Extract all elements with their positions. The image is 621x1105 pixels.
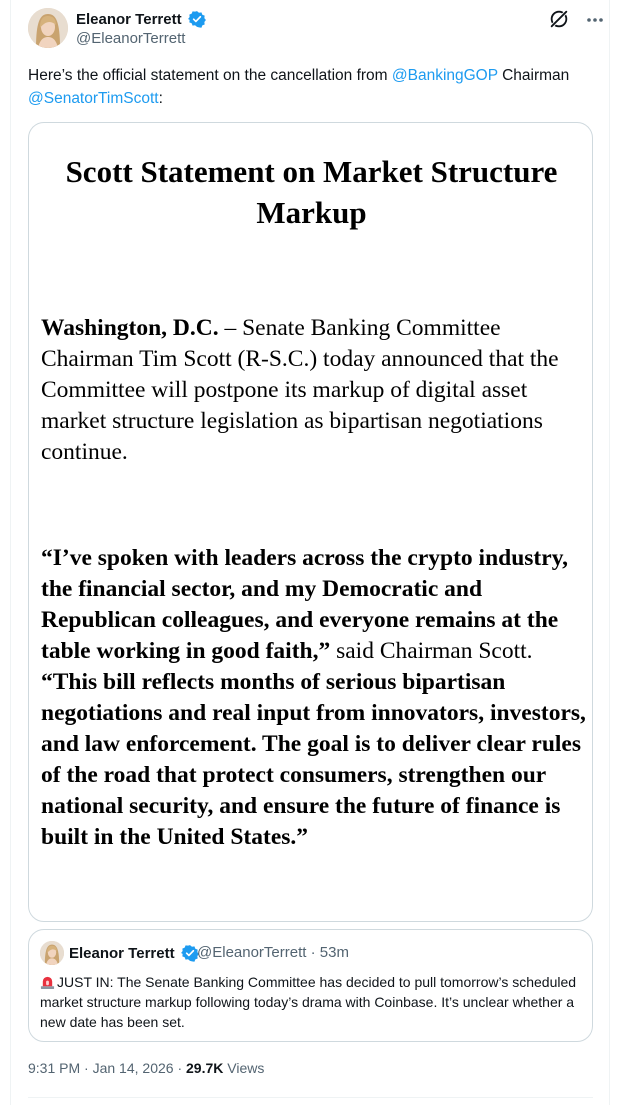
grok-icon[interactable]: [548, 8, 570, 30]
mention-link-senatortimscott[interactable]: @SenatorTimScott: [28, 90, 159, 107]
siren-icon: [40, 974, 55, 989]
statement-paragraph-2: “I’ve spoken with leaders across the crypto industry, the financial sector, and my Democratic and Republican colleagues, and everyone remains at the table working in good faith,” said Chairman Scott. “This bill reflects months of serious bipartisan negotiations and real input from innovators, investors, and law enforcement. The goal is to deliver clear rules of the road that protect consumers, strengthen our national security, and ensure the future of finance is built in the United States.”: [41, 545, 586, 850]
quoted-author-name: Eleanor Terrett: [69, 944, 199, 963]
author-handle[interactable]: @EleanorTerrett: [76, 30, 186, 47]
views-label: Views: [227, 1060, 265, 1076]
post-text: Here’s the official statement on the cancellation from @BankingGOP Chairman @SenatorTimScott:: [28, 67, 570, 107]
views-count: 29.7K: [186, 1060, 224, 1076]
quoted-author-avatar: [40, 941, 64, 965]
divider: [28, 1097, 593, 1098]
quoted-post[interactable]: [28, 929, 593, 1042]
quoted-post-text: JUST IN: The Senate Banking Committee has decided to pull tomorrow’s scheduled market structure markup following today’s drama with Coinbase. It’s unclear whether a new date has been set.: [40, 974, 577, 1030]
post-meta: 9:31 PM · Jan 14, 2026 · 29.7K Views: [28, 1060, 265, 1076]
author-avatar[interactable]: [28, 8, 68, 48]
author-name[interactable]: Eleanor Terrett: [76, 10, 206, 29]
quoted-author-meta: @EleanorTerrett · 53m: [197, 944, 349, 961]
more-icon[interactable]: [585, 10, 605, 30]
post-date[interactable]: Jan 14, 2026: [92, 1060, 174, 1076]
statement-title: Scott Statement on Market Structure Markup: [65, 154, 558, 230]
verified-badge-icon: [188, 10, 206, 28]
attached-image[interactable]: [28, 122, 593, 922]
post-time[interactable]: 9:31 PM: [28, 1060, 81, 1076]
mention-link-bankinggop[interactable]: @BankingGOP: [391, 67, 498, 84]
statement-paragraph-1: Washington, D.C. – Senate Banking Committee Chairman Tim Scott (R-S.C.) today announced that the Committee will postpone its markup of digital asset market structure legislation as bipartisan negotiations continue.: [41, 315, 559, 465]
